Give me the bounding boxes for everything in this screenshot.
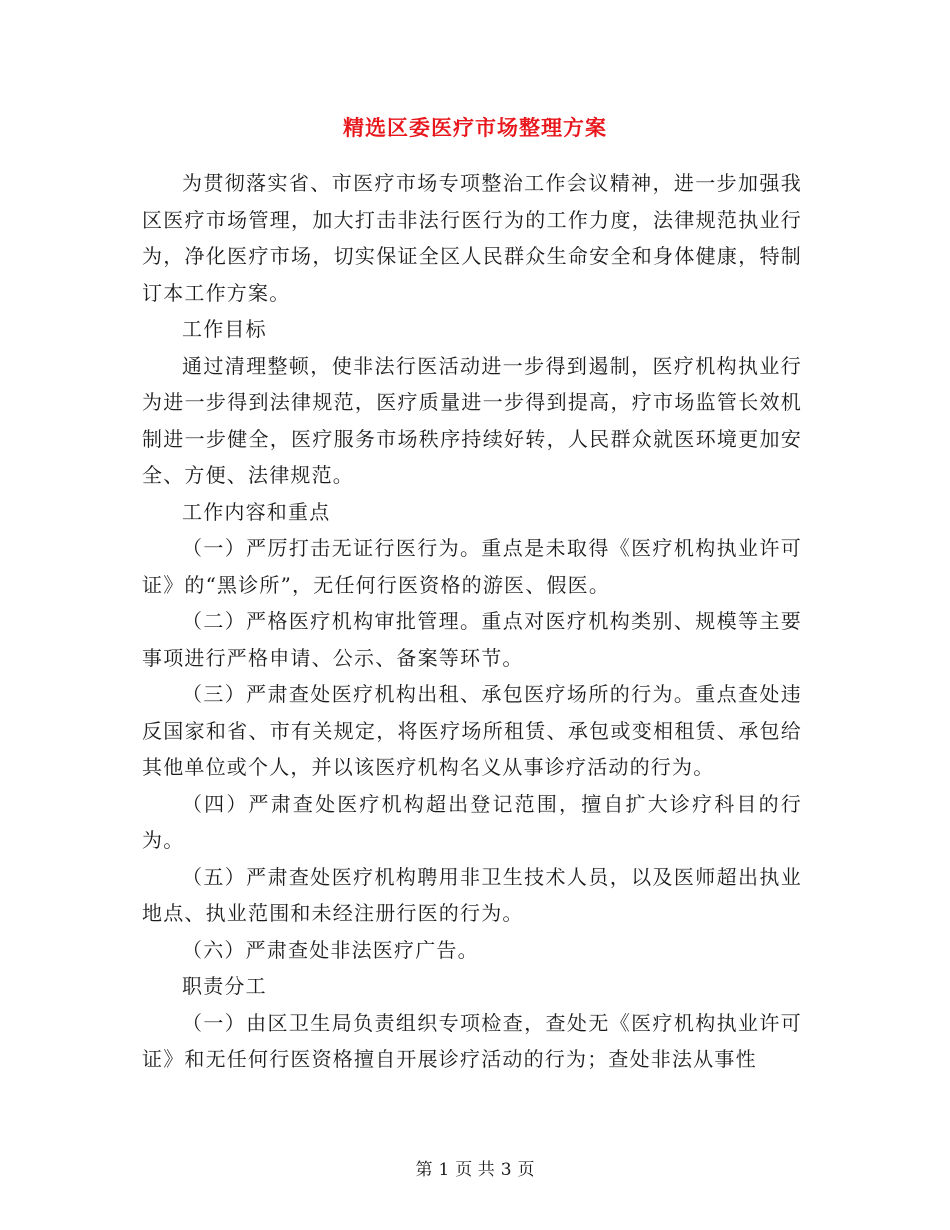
- paragraph-goals: 通过清理整顿，使非法行医活动进一步得到遏制，医疗机构执业行为进一步得到法律规范，医疗质量进一步得到提高，疗市场监管长效机制进一步健全，医疗服务市场秩序持续好转，人民群众就医环境更加安全、方便、法律规范。: [142, 353, 802, 487]
- page-footer: [0, 1155, 950, 1180]
- document-title: 精选区委医疗市场整理方案: [343, 115, 607, 140]
- total-pages-number: 3: [500, 1160, 512, 1180]
- paragraph-item-1: （一）严厉打击无证行医行为。重点是未取得《医疗机构执业许可证》的“黑诊所”，无任何行医资格的游医、假医。: [142, 536, 802, 597]
- document-body: [142, 165, 802, 1078]
- section-heading-duties: 职责分工: [182, 974, 267, 998]
- paragraph-item-4: （四）严肃查处医疗机构超出登记范围，擅自扩大诊疗科目的行为。: [142, 791, 802, 852]
- paragraph-intro: 为贯彻落实省、市医疗市场专项整治工作会议精神，进一步加强我区医疗市场管理，加大打击非法行医行为的工作力度，法律规范执业行为，净化医疗市场，切实保证全区人民群众生命安全和身体健康，特制订本工作方案。: [142, 171, 802, 305]
- section-heading-goals: 工作目标: [182, 317, 267, 341]
- paragraph-item-2: （二）严格医疗机构审批管理。重点对医疗机构类别、规模等主要事项进行严格申请、公示、备案等环节。: [142, 609, 802, 670]
- page-label-prefix: 第: [415, 1160, 433, 1180]
- paragraph-item-5: （五）严肃查处医疗机构聘用非卫生技术人员，以及医师超出执业地点、执业范围和未经注册行医的行为。: [142, 864, 802, 925]
- section-heading-content: 工作内容和重点: [182, 499, 331, 524]
- page-label-mid: 页 共: [455, 1160, 495, 1180]
- page-label-suffix: 页: [517, 1160, 535, 1180]
- paragraph-item-3: （三）严肃查处医疗机构出租、承包医疗场所的行为。重点查处违反国家和省、市有关规定，将医疗场所租赁、承包或变相租赁、承包给其他单位或个人，并以该医疗机构名义从事诊疗活动的行为。: [142, 682, 802, 779]
- current-page-number: 1: [438, 1160, 450, 1180]
- paragraph-duty-1: （一）由区卫生局负责组织专项检查，查处无《医疗机构执业许可证》和无任何行医资格擅自开展诊疗活动的行为；查处非法从事性: [142, 1010, 802, 1071]
- paragraph-item-6: （六）严肃查处非法医疗广告。: [182, 937, 479, 962]
